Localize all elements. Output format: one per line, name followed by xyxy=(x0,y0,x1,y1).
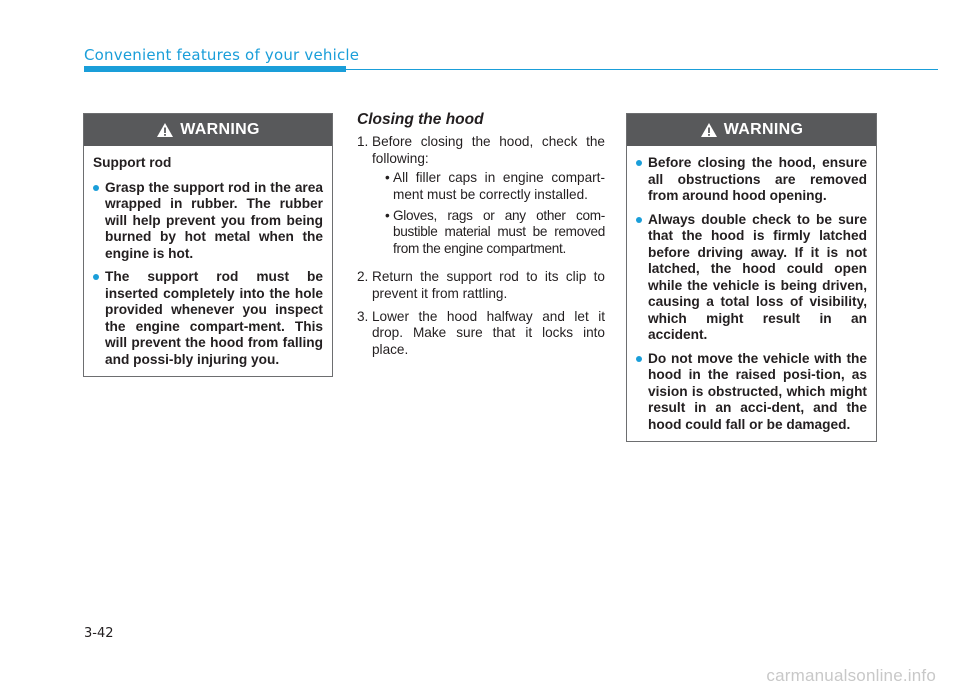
bullet-dot-icon xyxy=(636,160,642,166)
warning-list-item xyxy=(93,269,323,368)
warning-header xyxy=(84,114,332,146)
warning-body xyxy=(84,146,332,376)
step-number: 2. xyxy=(357,269,369,285)
warning-text: The support rod must be inserted completely into the hole provided whenever you inspect the engine compart-ment. This will prevent the hood from falling and possi-bly injuring you. xyxy=(105,269,323,367)
warning-text: Do not move the vehicle with the hood in the raised posi-tion, as vision is obstructed, which might result in an acci-dent, and the hood could fall or be damaged. xyxy=(648,350,867,432)
warning-triangle-icon xyxy=(700,122,718,138)
bullet-dot-icon xyxy=(93,185,99,191)
step-3 xyxy=(357,309,605,358)
step-number: 3. xyxy=(357,309,369,325)
warning-text: Always double check to be sure that the hood is firmly latched before driving away. If it is not latched, the hood could open while the vehicle is being driven, causing a total loss of visibility, which might result in an accident. xyxy=(648,211,867,342)
step-sub-bullets xyxy=(385,170,605,257)
step-2 xyxy=(357,269,605,302)
closing-hood-section xyxy=(357,112,605,365)
warning-header-label: WARNING xyxy=(180,121,260,138)
sub-bullet-item xyxy=(385,208,605,257)
warning-list-item xyxy=(636,351,867,434)
warning-triangle-icon xyxy=(156,122,174,138)
page-number: 3-42 xyxy=(84,626,114,641)
bullet-dot-icon: • xyxy=(385,208,390,224)
step-content xyxy=(372,134,605,262)
watermark: carmanualsonline.info xyxy=(766,666,936,685)
section-header-title: Convenient features of your vehicle xyxy=(84,46,360,64)
warning-body xyxy=(627,146,876,441)
bullet-dot-icon: • xyxy=(385,170,390,186)
warning-text: Grasp the support rod in the area wrapped in rubber. The rubber will help prevent you from being burned by hot metal when the engine is hot. xyxy=(105,179,323,261)
warning-header-label: WARNING xyxy=(723,121,804,138)
bullet-dot-icon xyxy=(93,274,99,280)
warning-box-support-rod xyxy=(83,113,333,377)
warning-header xyxy=(627,114,876,146)
step-text: Return the support rod to its clip to prevent it from rattling. xyxy=(372,269,605,301)
warning-list-item xyxy=(93,180,323,263)
bullet-dot-icon xyxy=(636,217,642,223)
sub-bullet-text: Gloves, rags or any other com-bustible material must be removed from the engine compartment. xyxy=(393,208,605,256)
step-number: 1. xyxy=(357,134,369,150)
header-accent-bar xyxy=(84,66,346,72)
warning-subtitle: Support rod xyxy=(93,155,172,170)
closing-hood-title: Closing the hood xyxy=(357,111,484,128)
header-rule xyxy=(346,69,938,70)
sub-bullet-text: All filler caps in engine compart-ment must be correctly installed. xyxy=(393,170,605,202)
warning-list-item xyxy=(636,212,867,344)
warning-list-item xyxy=(636,155,867,205)
warning-box-closing-hood xyxy=(626,113,877,442)
sub-bullet-item xyxy=(385,170,605,203)
step-1 xyxy=(357,134,605,262)
bullet-dot-icon xyxy=(636,356,642,362)
warning-text: Before closing the hood, ensure all obstructions are removed from around hood opening. xyxy=(648,155,867,203)
step-text: Lower the hood halfway and let it drop. Make sure that it locks into place. xyxy=(372,309,605,357)
step-text: Before closing the hood, check the following: xyxy=(372,134,605,166)
